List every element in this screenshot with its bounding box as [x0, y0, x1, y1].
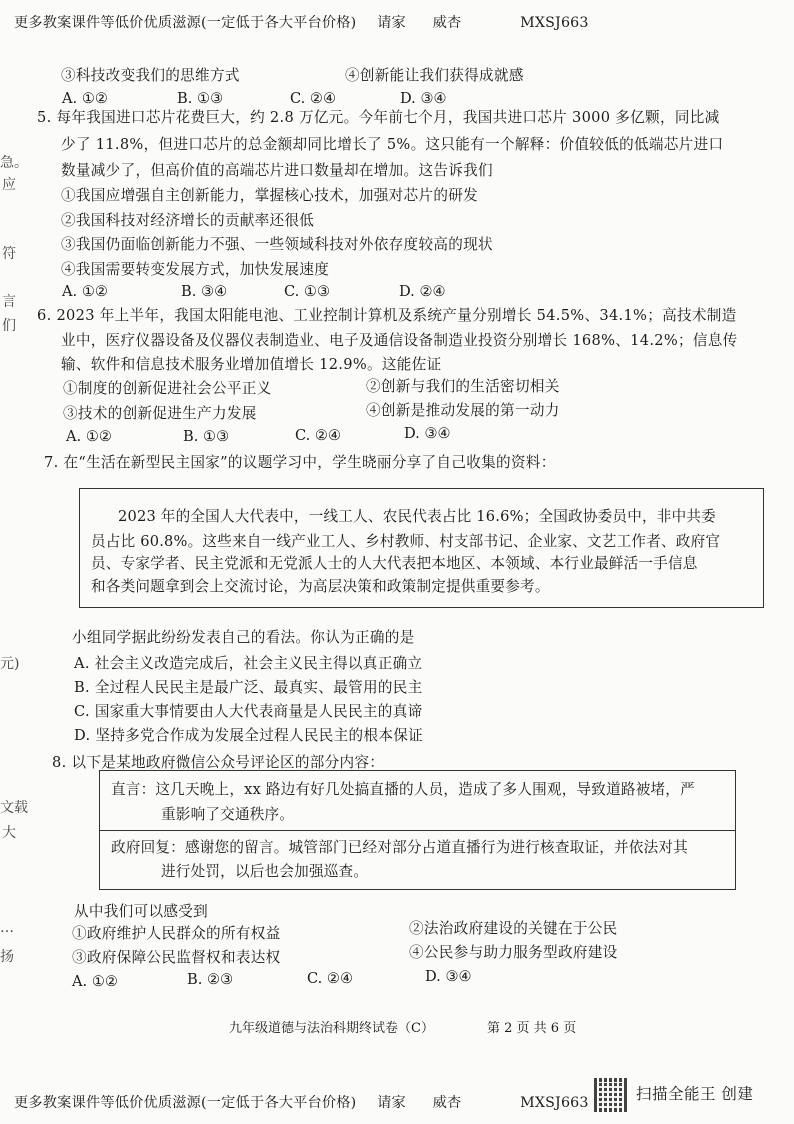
bottom-header	[14, 1092, 589, 1112]
q6-choice-d: D. ③④	[404, 425, 451, 442]
q6-item: ③技术的创新促进生产力发展	[63, 405, 257, 422]
q5-stem-line: 数量减少了，但高价值的高端芯片进口数量却在增加。这告诉我们	[61, 162, 493, 179]
header-ad-text: 更多教案课件等低价优质滋源(一定低于各大平台价格)	[14, 1095, 357, 1111]
q5-choice-b: B. ③④	[181, 283, 228, 300]
q7-option-a: A. 社会主义改造完成后，社会主义民主得以真正确立	[74, 655, 423, 672]
q6-choice-c: C. ②④	[295, 427, 342, 444]
q6-item: ①制度的创新促进社会公平正义	[63, 380, 272, 397]
q6-stem-line: 输、软件和信息技术服务业增加值增长 12.9%。这能佐证	[61, 356, 442, 373]
margin-fragment: 应	[2, 177, 16, 193]
q7-option-d: D. 坚持多党合作成为发展全过程人民民主的根本保证	[74, 727, 424, 744]
header-please-text: 请家	[377, 1095, 406, 1111]
footer-exam-title: 九年级道德与法治科期终试卷（C）	[229, 1021, 434, 1036]
q7-option-b: B. 全过程人民民主是最广泛、最真实、最管用的民主	[74, 679, 423, 696]
q8-comment-line: 直言：这几天晚上，xx 路边有好几处搞直播的人员，造成了多人围观，导致道路被堵，严	[111, 781, 695, 798]
header-contact-text: 威杏	[432, 15, 462, 31]
scanner-watermark: 扫描全能王 创建	[636, 1085, 754, 1103]
top-header	[14, 12, 589, 32]
q8-reply-line: 政府回复：感谢您的留言。城管部门已经对部分占道直播行为进行核查取证，并依法对其	[111, 839, 688, 856]
q5-item: ①我国应增强自主创新能力，掌握核心技术，加强对芯片的研发	[61, 187, 479, 204]
q4-option-3: ③科技改变我们的思维方式	[61, 67, 240, 84]
q8-item: ①政府维护人民群众的所有权益	[72, 925, 281, 942]
q7-prompt: 小组同学据此纷纷发表自己的看法。你认为正确的是	[72, 629, 415, 646]
q5-choice-c: C. ①③	[284, 283, 331, 300]
q8-item: ②法治政府建设的关键在于公民	[409, 920, 618, 937]
q8-prompt: 从中我们可以感受到	[74, 903, 209, 920]
q4-choice-c: C. ②④	[290, 90, 337, 107]
q7-material-line: 和各类问题拿到会上交流讨论，为高层决策和政策制定提供重要参考。	[91, 578, 550, 595]
header-code: MXSJ663	[520, 1095, 589, 1111]
margin-fragment: …	[0, 920, 14, 936]
q4-choice-a: A. ①②	[62, 90, 108, 107]
q5-item: ③我国仍面临创新能力不强、一些领域科技对外依存度较高的现状	[61, 236, 493, 253]
q7-option-c: C. 国家重大事情要由人大代表商量是人民民主的真谛	[74, 703, 423, 720]
q7-material-line: 员、专家学者、民主党派和无党派人士的人大代表把本地区、本领域、本行业最鲜活一手信息	[91, 555, 698, 572]
q7-material-line: 员占比 60.8%。这些来自一线产业工人、乡村教师、村支部书记、企业家、文艺工作者、政府官	[91, 533, 721, 550]
q8-reply-line: 进行处罚，以后也会加强巡查。	[161, 863, 369, 880]
q8-choice-b: B. ②③	[187, 971, 234, 988]
q8-choice-d: D. ③④	[425, 968, 472, 985]
q5-choice-a: A. ①②	[62, 283, 108, 300]
q5-stem-line: 5. 每年我国进口芯片花费巨大，约 2.8 万亿元。今年前七个月，我国共进口芯片 3000 多亿颗，同比减	[37, 109, 720, 126]
q8-box-divider	[99, 830, 736, 831]
q7-material-line: 2023 年的全国人大代表中，一线工人、农民代表占比 16.6%；全国政协委员中，非中共委	[118, 508, 716, 525]
q8-item: ④公民参与助力服务型政府建设	[409, 944, 618, 961]
header-ad-text: 更多教案课件等低价优质滋源(一定低于各大平台价格)	[14, 15, 357, 31]
header-code: MXSJ663	[520, 15, 589, 31]
q5-item: ④我国需要转变发展方式，加快发展速度	[61, 261, 330, 278]
margin-fragment: 符	[2, 246, 16, 262]
q8-comment-line: 重影响了交通秩序。	[161, 806, 295, 823]
q4-option-4: ④创新能让我们获得成就感	[345, 67, 524, 84]
q8-item: ③政府保障公民监督权和表达权	[72, 949, 281, 966]
margin-fragment: 元)	[0, 656, 20, 672]
margin-fragment: 扬	[0, 949, 14, 965]
margin-fragment: 文载	[0, 800, 28, 816]
qr-code-icon	[594, 1078, 628, 1112]
q5-item: ②我国科技对经济增长的贡献率还很低	[61, 212, 315, 229]
q6-choice-a: A. ①②	[66, 428, 112, 445]
q4-choice-b: B. ①③	[177, 90, 224, 107]
header-contact-text: 威杏	[432, 1095, 462, 1111]
q6-stem-line: 6. 2023 年上半年，我国太阳能电池、工业控制计算机及系统产量分别增长 54.5%、34.1%；高技术制造	[37, 307, 737, 324]
q8-intro: 8. 以下是某地政府微信公众号评论区的部分内容：	[52, 754, 385, 771]
margin-fragment: 们	[2, 318, 16, 334]
footer-page-number: 第 2 页 共 6 页	[487, 1021, 577, 1036]
q5-stem-line: 少了 11.8%，但进口芯片的总金额却同比增长了 5%。这只能有一个解释：价值较低的低端芯片进口	[61, 136, 724, 153]
q6-item: ②创新与我们的生活密切相关	[366, 378, 560, 395]
q7-intro: 7. 在“生活在新型民主国家”的议题学习中，学生晓丽分享了自己收集的资料：	[44, 454, 556, 471]
q6-stem-line: 业中，医疗仪器设备及仪器仪表制造业、电子及通信设备制造业投资分别增长 168%、14.2%；信息传	[61, 332, 738, 349]
q6-choice-b: B. ①③	[183, 428, 230, 445]
margin-fragment: 急。	[0, 155, 28, 171]
q6-item: ④创新是推动发展的第一动力	[366, 402, 560, 419]
margin-fragment: 言	[2, 294, 16, 310]
q4-choice-d: D. ③④	[400, 90, 447, 107]
q5-choice-d: D. ②④	[399, 283, 446, 300]
header-please-text: 请家	[377, 15, 406, 31]
q8-choice-c: C. ②④	[307, 970, 354, 987]
margin-fragment: 大	[2, 825, 16, 841]
q8-choice-a: A. ①②	[72, 973, 118, 990]
